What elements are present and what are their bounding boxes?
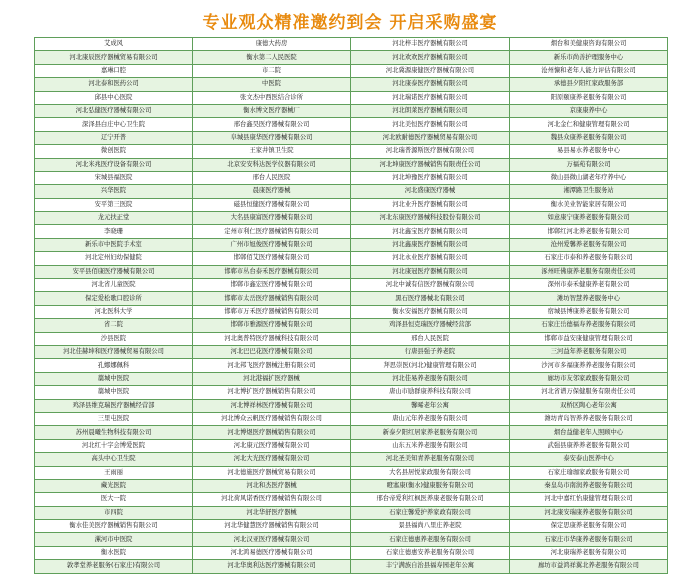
table-cell: 馨晞老年公寓 bbox=[351, 399, 510, 412]
table-cell: 河北弘健医疗器械有限公司 bbox=[35, 104, 193, 117]
table-cell: 湘潭路卫生服务站 bbox=[510, 185, 668, 198]
table-cell: 河北华健慧医疗器械销售有限公司 bbox=[193, 520, 351, 533]
table-cell: 河北米兆医疗设备有限公司 bbox=[35, 158, 193, 171]
table-cell: 河北金仁和健康管理有限公司 bbox=[510, 118, 668, 131]
table-cell: 河北康元医疗器械有限公司 bbox=[193, 439, 351, 452]
table-cell: 河北欧耐德医疗器械贸易有限公司 bbox=[351, 131, 510, 144]
table-cell: 鸡泽县维克瑞医疗器械经营部 bbox=[35, 399, 193, 412]
table-row bbox=[35, 439, 668, 452]
table-row bbox=[35, 225, 668, 238]
table-cell: 衡水第二人民医院 bbox=[193, 51, 351, 64]
table-cell: 河北港福扩医疗器械 bbox=[193, 372, 351, 385]
table-cell: 藏光医院 bbox=[35, 479, 193, 492]
table-cell: 双桥区陶心老年公寓 bbox=[510, 399, 668, 412]
table-row bbox=[35, 359, 668, 372]
table-row bbox=[35, 91, 668, 104]
table-cell: 河北华舒医疗器械 bbox=[193, 506, 351, 519]
table-cell: 邢台人民医院 bbox=[351, 332, 510, 345]
table-cell: 保定思康养老服务有限公司 bbox=[510, 520, 668, 533]
table-row bbox=[35, 279, 668, 292]
table-cell: 河北康安瑞康养老服务有限公司 bbox=[510, 506, 668, 519]
table-cell: 李晓珊 bbox=[35, 225, 193, 238]
table-cell: 衡水博文医疗器械厂 bbox=[193, 104, 351, 117]
table-cell: 王雨丽 bbox=[35, 466, 193, 479]
table-cell: 河北冀源康健医疗器械有限公司 bbox=[351, 64, 510, 77]
table-cell: 沧州爱馨养老服务有限公司 bbox=[510, 238, 668, 251]
table-cell: 廊坊市益鸿祥翼北养老服务有限公司 bbox=[510, 560, 668, 573]
table-cell: 衡水安福医疗器械有限公司 bbox=[351, 305, 510, 318]
attendee-table bbox=[34, 37, 668, 574]
table-cell: 深州市泰禾健康养老有限公司 bbox=[510, 279, 668, 292]
table-row bbox=[35, 292, 668, 305]
table-cell: 河北博扩医疗器械销售有限公司 bbox=[193, 386, 351, 399]
table-cell: 河北巴巴花医疗器械有限公司 bbox=[193, 345, 351, 358]
page-title: 专业观众精准邀约到会 开启采购盛宴 bbox=[202, 13, 498, 33]
table-cell: 藁城中医院 bbox=[35, 372, 193, 385]
table-row bbox=[35, 265, 668, 278]
table-cell: 邯郸市鑫宏医疗器械有限公司 bbox=[193, 279, 351, 292]
table-cell: 沧州慷和老年人能力评估有限公司 bbox=[510, 64, 668, 77]
table-cell: 安平县佰康医疗器械有限公司 bbox=[35, 265, 193, 278]
table-row bbox=[35, 506, 668, 519]
table-row bbox=[35, 412, 668, 425]
table-cell: 万福苑有限公司 bbox=[510, 158, 668, 171]
table-cell: 孔娜娜佩科 bbox=[35, 359, 193, 372]
table-cell: 晨康医疗器械 bbox=[193, 185, 351, 198]
table-cell: 省二院 bbox=[35, 319, 193, 332]
table-cell: 河北坤康医疗器械销售有限责任公司 bbox=[351, 158, 510, 171]
table-cell: 高头中心卫生院 bbox=[35, 453, 193, 466]
table-row bbox=[35, 466, 668, 479]
table-row bbox=[35, 305, 668, 318]
table-cell: 河北佳赫坤和医疗器械贸易有限公司 bbox=[35, 345, 193, 358]
table-cell: 石家庄德惠养老服务有限公司 bbox=[351, 533, 510, 546]
table-cell: 石家庄瑜珈家政服务有限公司 bbox=[510, 466, 668, 479]
table-cell: 邯郸红河北养老服务有限公司 bbox=[510, 225, 668, 238]
table-cell: 河北东康医疗器械科技股份有限公司 bbox=[351, 212, 510, 225]
table-row bbox=[35, 78, 668, 91]
table-row bbox=[35, 386, 668, 399]
table-cell: 石家庄德惠安养老服务有限公司 bbox=[351, 546, 510, 559]
table-cell: 衡水美业智能家居有限公司 bbox=[510, 198, 668, 211]
table-cell: 廊坊市友邻家政服务有限公司 bbox=[510, 372, 668, 385]
table-cell: 河北朗莱医疗器械有限公司 bbox=[351, 104, 510, 117]
table-cell: 丰宁满族自治县福寿园老年公寓 bbox=[351, 560, 510, 573]
table-cell: 河北红十字会博爱医院 bbox=[35, 439, 193, 452]
table-cell: 邱县中心医院 bbox=[35, 91, 193, 104]
table-row bbox=[35, 560, 668, 573]
table-cell: 阳原颐康养老服务有限公司 bbox=[510, 91, 668, 104]
table-cell: 河北汉亚医疗器械有限公司 bbox=[193, 533, 351, 546]
table-row bbox=[35, 520, 668, 533]
table-cell: 邯郸市雅源医疗器械有限公司 bbox=[193, 319, 351, 332]
table-row bbox=[35, 198, 668, 211]
table-cell: 河北坤豫医疗器械有限公司 bbox=[351, 171, 510, 184]
table-cell: 河北康辰医疗器械贸易有限公司 bbox=[35, 51, 193, 64]
table-cell: 河北博煜医疗器械销售有限公司 bbox=[193, 426, 351, 439]
table-cell: 潍坊青岛智养养老服务有限公司 bbox=[510, 412, 668, 425]
table-row bbox=[35, 212, 668, 225]
table-row bbox=[35, 252, 668, 265]
table-cell: 阜城县康华医疗器械有限公司 bbox=[193, 131, 351, 144]
table-cell: 河北邦飞医疗器械注册有限公司 bbox=[193, 359, 351, 372]
table-cell: 苏州晨曦生物科技有限公司 bbox=[35, 426, 193, 439]
table-cell: 河北省谱万保健服务有限责任公司 bbox=[510, 386, 668, 399]
table-cell: 藁城中医院 bbox=[35, 386, 193, 399]
table-cell: 黑石医疗器械北有限公司 bbox=[351, 292, 510, 305]
table-cell: 河北医科大学 bbox=[35, 305, 193, 318]
table-cell: 沙河市多福康养养老服务有限公司 bbox=[510, 359, 668, 372]
table-cell: 河北德施医疗器械贸易有限公司 bbox=[193, 466, 351, 479]
table-cell: 衡水医院 bbox=[35, 546, 193, 559]
table-row bbox=[35, 171, 668, 184]
table-cell: 河北美恒医疗器械有限公司 bbox=[351, 118, 510, 131]
table-row bbox=[35, 185, 668, 198]
table-cell: 滩坊智慧养老服务中心 bbox=[510, 292, 668, 305]
attendee-table-wrap bbox=[34, 37, 667, 570]
table-cell: 烟台益健老年人照顾中心 bbox=[510, 426, 668, 439]
table-cell: 河北鑫康医疗器械有限公司 bbox=[351, 238, 510, 251]
table-cell: 中医院 bbox=[193, 78, 351, 91]
table-cell: 市二院 bbox=[193, 64, 351, 77]
table-cell: 京康康养中心 bbox=[510, 104, 668, 117]
table-cell: 河北盛康医疗器械 bbox=[351, 185, 510, 198]
table-cell: 河北博众云帆医疗器械销售有限公司 bbox=[193, 412, 351, 425]
table-cell: 微创医院 bbox=[35, 145, 193, 158]
table-cell: 衡水佳美医疗器械销售有限公司 bbox=[35, 520, 193, 533]
table-cell: 新乐市中医院手术室 bbox=[35, 238, 193, 251]
table-row bbox=[35, 38, 668, 51]
table-cell: 瞪塞康(衡水)健康服务有限公司 bbox=[351, 479, 510, 492]
table-cell: 承德县夕阳红家政服务部 bbox=[510, 78, 668, 91]
table-row bbox=[35, 533, 668, 546]
table-cell: 邯郸佰艾医疗器械有限公司 bbox=[193, 252, 351, 265]
table-cell: 鸡泽县恒克瑞医疗器械经营部 bbox=[351, 319, 510, 332]
table-cell: 河北省儿童医院 bbox=[35, 279, 193, 292]
table-cell: 河北华奥利达医疗器械有限公司 bbox=[193, 560, 351, 573]
table-cell: 河北和杰医疗器械 bbox=[193, 479, 351, 492]
table-cell: 河北中嘉红怡康健管理有限公司 bbox=[510, 493, 668, 506]
table-cell: 涿州旺佛康养老服务有限责任公司 bbox=[510, 265, 668, 278]
table-cell: 河北大光医疗器械有限公司 bbox=[193, 453, 351, 466]
table-cell: 石家庄馨爱护养家政有限公司 bbox=[351, 506, 510, 519]
table-row bbox=[35, 479, 668, 492]
table-cell: 唐山市励群康养科技有限公司 bbox=[351, 386, 510, 399]
table-row bbox=[35, 345, 668, 358]
table-cell: 唐山元年养老服务有限公司 bbox=[351, 412, 510, 425]
table-cell: 嘉琳口腔 bbox=[35, 64, 193, 77]
table-row bbox=[35, 372, 668, 385]
table-cell: 邢台鑫昊医疗器械有限公司 bbox=[193, 118, 351, 131]
table-row bbox=[35, 118, 668, 131]
table-cell: 河北佳易养老服务有限公司 bbox=[351, 372, 510, 385]
table-cell: 新泰夕阳红居家养老服务有限公司 bbox=[351, 426, 510, 439]
table-cell: 烟台和美健康咨询有限公司 bbox=[510, 38, 668, 51]
attendee-table-body bbox=[35, 38, 668, 574]
table-row bbox=[35, 104, 668, 117]
table-cell: 龙元扶正堂 bbox=[35, 212, 193, 225]
table-cell: 河北瑞诺医疗器械有限公司 bbox=[351, 91, 510, 104]
table-row bbox=[35, 51, 668, 64]
table-cell: 拜思崇医(河北)健康管理有限公司 bbox=[351, 359, 510, 372]
table-cell: 河北奥普特医疗器械科技有限公司 bbox=[193, 332, 351, 345]
table-row bbox=[35, 426, 668, 439]
table-cell: 河北康冠医疗器械有限公司 bbox=[351, 265, 510, 278]
table-cell: 新乐市尚善护理服务中心 bbox=[510, 51, 668, 64]
table-cell: 兴华医院 bbox=[35, 185, 193, 198]
table-cell: 河北定州妇幼保健院 bbox=[35, 252, 193, 265]
table-cell: 石家庄市泰和养老服务有限公司 bbox=[510, 252, 668, 265]
table-cell: 河北中诚有信医疗器械有限公司 bbox=[351, 279, 510, 292]
table-cell: 康德大药房 bbox=[193, 38, 351, 51]
table-row bbox=[35, 145, 668, 158]
table-cell: 大名县居悦家政服务有限公司 bbox=[351, 466, 510, 479]
table-cell: 大名县康富医疗器械有限公司 bbox=[193, 212, 351, 225]
table-cell: 辽宁开普 bbox=[35, 131, 193, 144]
table-cell: 如意康宁康养老服务有限公司 bbox=[510, 212, 668, 225]
table-cell: 河北鸿易德医疗器械有限公司 bbox=[193, 546, 351, 559]
table-cell: 艾成风 bbox=[35, 38, 193, 51]
table-cell: 市四院 bbox=[35, 506, 193, 519]
table-cell: 定州市利仁医疗器械销售有限公司 bbox=[193, 225, 351, 238]
table-cell: 邢台人民医院 bbox=[193, 171, 351, 184]
table-cell: 邯郸市丛台泰禾医疗器械有限公司 bbox=[193, 265, 351, 278]
table-cell: 敦孝堂养老服务(石家庄)有限公司 bbox=[35, 560, 193, 573]
table-cell: 微山县微山湖老年疗养中心 bbox=[510, 171, 668, 184]
table-cell: 河北永业医疗器械有限公司 bbox=[351, 252, 510, 265]
table-cell: 沙县医院 bbox=[35, 332, 193, 345]
table-cell: 医大一院 bbox=[35, 493, 193, 506]
table-cell: 河北业升医疗器械有限公司 bbox=[351, 198, 510, 211]
table-row bbox=[35, 238, 668, 251]
table-cell: 三河益年养老服务有限公司 bbox=[510, 345, 668, 358]
table-cell: 漯河市中医院 bbox=[35, 533, 193, 546]
table-cell: 河北康瑞养老服务有限公司 bbox=[510, 546, 668, 559]
table-cell: 邯郸市太岳医疗器械销售有限公司 bbox=[193, 292, 351, 305]
table-cell: 河北鑫宝医疗器械有限公司 bbox=[351, 225, 510, 238]
table-cell: 易县易水养老服务中心 bbox=[510, 145, 668, 158]
table-row bbox=[35, 158, 668, 171]
table-cell: 邢台帝爱利红枫医养康老服务有限公司 bbox=[351, 493, 510, 506]
table-cell: 景县福尚八里庄养老院 bbox=[351, 520, 510, 533]
table-cell: 河北康泰医疗器械有限公司 bbox=[351, 78, 510, 91]
table-row bbox=[35, 453, 668, 466]
table-row bbox=[35, 493, 668, 506]
table-cell: 河北梓丰医疗器械有限公司 bbox=[351, 38, 510, 51]
table-cell: 河北泰和医药公司 bbox=[35, 78, 193, 91]
table-cell: 张文杰中西医结合诊所 bbox=[193, 91, 351, 104]
table-cell: 秦皇岛市南润养老服务有限公司 bbox=[510, 479, 668, 492]
table-cell: 河北圣美知青养老服务有限公司 bbox=[351, 453, 510, 466]
table-cell: 行唐县强子养老院 bbox=[351, 345, 510, 358]
table-cell: 河北瑞普源斯医疗器械有限公司 bbox=[351, 145, 510, 158]
table-cell: 河北欢欢医疗器械有限公司 bbox=[351, 51, 510, 64]
table-cell: 保定爱松歌口腔诊所 bbox=[35, 292, 193, 305]
table-cell: 魏县众康养老服务有限公司 bbox=[510, 131, 668, 144]
table-cell: 安平第三医院 bbox=[35, 198, 193, 211]
table-cell: 邯郸市万禾医疗器械销售有限公司 bbox=[193, 305, 351, 318]
table-cell: 邯郸市益安康健康管理有限公司 bbox=[510, 332, 668, 345]
table-cell: 宋城县福医院 bbox=[35, 171, 193, 184]
table-cell: 广州市旭俊医疗器械有限公司 bbox=[193, 238, 351, 251]
table-row bbox=[35, 399, 668, 412]
table-cell: 宿城县博康养老服务有限公司 bbox=[510, 305, 668, 318]
table-cell: 泰安泰山医养中心 bbox=[510, 453, 668, 466]
table-row bbox=[35, 319, 668, 332]
table-cell: 河北博祥林医疗器械有限公司 bbox=[193, 399, 351, 412]
table-row bbox=[35, 131, 668, 144]
table-cell: 王家井镇卫生院 bbox=[193, 145, 351, 158]
table-cell: 武强县康养养老服务有限公司 bbox=[510, 439, 668, 452]
table-cell: 山东五米养老服务有限公司 bbox=[351, 439, 510, 452]
table-cell: 北京安安科达医学仪器有限公司 bbox=[193, 158, 351, 171]
table-row bbox=[35, 332, 668, 345]
table-cell: 深泽县白庄中心卫生院 bbox=[35, 118, 193, 131]
table-cell: 石家庄岳德福寿养老服务有限公司 bbox=[510, 319, 668, 332]
table-row bbox=[35, 64, 668, 77]
table-cell: 河北荷风诺香医疗器械销售有限公司 bbox=[193, 493, 351, 506]
table-cell: 三里屯医院 bbox=[35, 412, 193, 425]
table-cell: 磁县恒健医疗器械有限公司 bbox=[193, 198, 351, 211]
table-row bbox=[35, 546, 668, 559]
table-cell: 石家庄市华康养老服务有限公司 bbox=[510, 533, 668, 546]
